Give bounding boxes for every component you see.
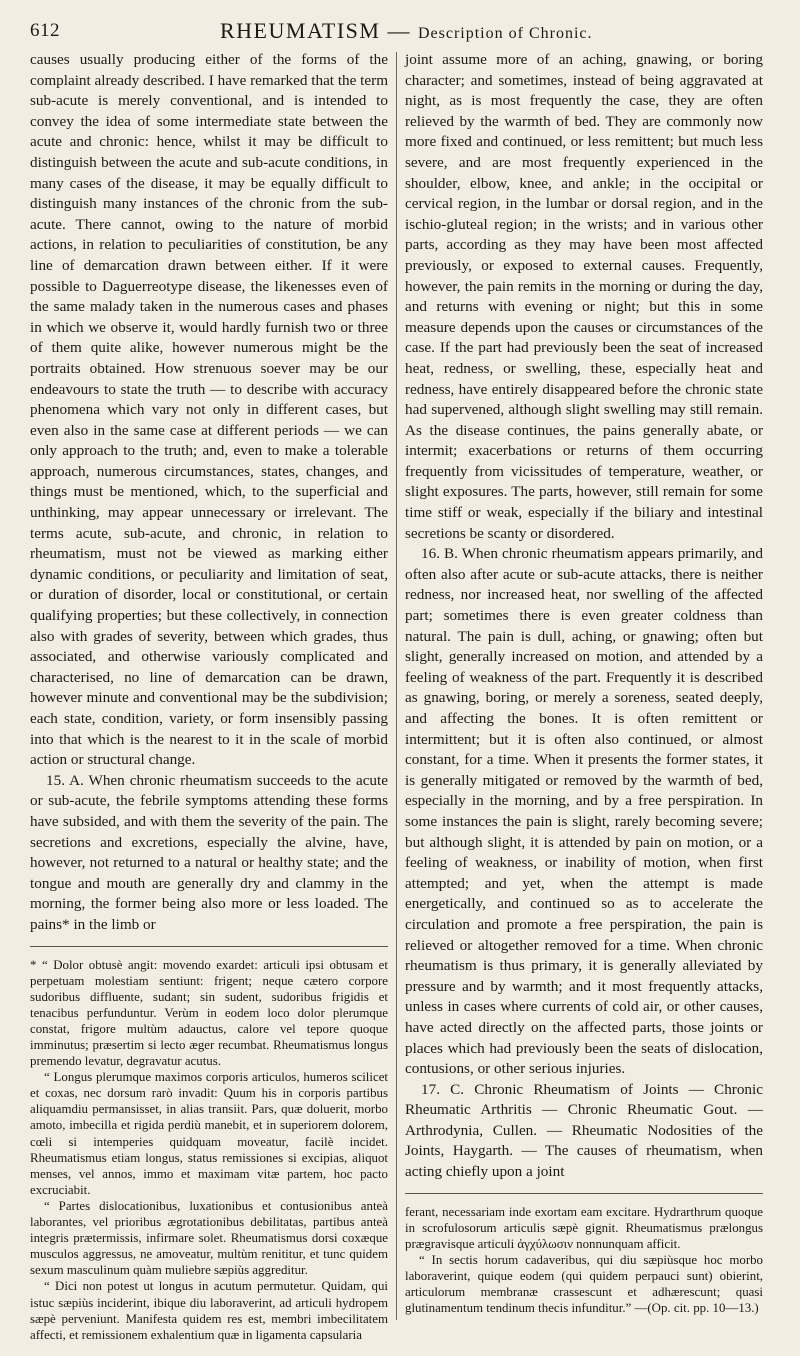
footnote-para-1: * “ Dolor obtusè angit: movendo exardet: articuli ipsi obtusam et perpetuam molestiam sentiunt: frigent; neque cætero corpore sudoribus diffluente, sudant; sin sudent, sudoribus frigidis et tenacibus perfunduntur. Verùm in eodem loco dolor plerumque constat, frigore multùm adauctus, calore vel tepore quoque imminutus; præsertim si lecto æger recumbat. Rheumatismus longus premendo levatur, degravatur acutus. xyxy=(30,957,388,1069)
column-divider xyxy=(396,52,397,1320)
footnote-continued-1: ferant, necessariam inde exortam eam excitare. Hydrarthrum quoque in scrofulosorum articulis sæpè gignit. Rheumatismus prælongus prægravisque articuli ἀγχύλωσιν nonnunquam afficit. xyxy=(405,1204,763,1251)
right-paragraph-3: 17. C. Chronic Rheumatism of Joints — Chronic Rheumatic Arthritis — Chronic Rheumatic Gout. — Arthrodynia, Cullen. — Rheumatic Nodosities of the Joints, Haygarth. — The causes of rheumatism, when acting chiefly upon a joint xyxy=(405,1080,763,1181)
running-title xyxy=(220,18,593,44)
page-number: 612 xyxy=(30,20,60,41)
left-paragraph-2: 15. A. When chronic rheumatism succeeds to the acute or sub-acute, the febrile symptoms attending these forms have subsided, and with them the severity of the pain. The secretions and excretions, especially the alvine, have, however, not returned to a natural or healthy state; and the tongue and mouth are generally dry and clammy in the morning, the former being also more or less loaded. The pains* in the limb or xyxy=(30,771,388,933)
right-paragraph-1: joint assume more of an aching, gnawing, or boring character; and sometimes, instead of being aggravated at night, as is most frequently the case, they are often relieved by the warmth of bed. They are commonly now more fixed and continued, or less remittent; but much less severe, and are most frequently experienced in the shoulder, elbow, knee, and ankle; in the occipital or cervical region, in the lumbar or dorsal region, and in the ischio-gluteal region; in the wrists; and in various other parts, according as they may have been most affected previously, or exposed to external causes. Frequently, however, the pain remits in the morning or during the day, and returns with evening or night; but this in some measure depends upon the causes or circumstances of the case. If the part had previously been the seat of increased heat, redness, or swelling, these, especially heat and redness, have entirely disappeared before the chronic state had supervened, although slight swelling may still remain. As the disease continues, the pains generally abate, or intermit; exacerbations or returns of them occurring frequently from vicissitudes of temperature, weather, or slight exposures. The parts, however, still remain for some time stiff or weak, especially if the biliary and intestinal secretions be scanty or disordered. xyxy=(405,51,763,542)
left-column xyxy=(30,50,388,1343)
running-title-sub: Description of Chronic. xyxy=(417,25,593,42)
footnote-continued-2: “ In sectis horum cadaveribus, qui diu sæpiùsque hoc morbo laboraverint, quique eodem (qui quidem perpauci sunt) obierint, articulorum membranæ crassescunt et adhærescunt; quasi glutinamentum tendinum thecis infunditur.” —(Op. cit. pp. 10—13.) xyxy=(405,1252,763,1316)
footnote-rule-right xyxy=(405,1193,763,1194)
footnote-para-3: “ Partes dislocationibus, luxationibus et contusionibus anteà laborantes, vel prioribus ægrotationibus debilitatas, partibus anteà integris prætermissis, infirmare solet. Rheumatismus dorsi coxæque musculos aggressus, ne amoveatur, multùm renititur, et tunc quidem sexum masculinum quàm muliebre sæpiùs aggreditur. xyxy=(30,1198,388,1278)
right-footnotes xyxy=(405,1204,763,1317)
right-column xyxy=(405,50,763,1316)
text-columns xyxy=(30,50,772,1342)
running-header xyxy=(30,18,770,44)
running-title-main: RHEUMATISM — xyxy=(220,18,418,43)
left-footnotes xyxy=(30,957,388,1343)
footnote-rule xyxy=(30,946,388,947)
footnote-para-4: “ Dici non potest ut longus in acutum permutetur. Quidam, qui istuc sæpiùs inciderint, ibique diu laboraverint, ad articuli hydropem sæpè perveniunt. Manifesta quidem res est, membri imbecilitatem affecti, et remissionem exhalentium quæ in ligamenta capsularia xyxy=(30,1279,388,1342)
left-paragraph-1: causes usually producing either of the forms of the complaint already described. I have remarked that the term sub-acute is merely conventional, and is intended to convey the idea of some intermediate state between the acute and chronic: hence, whilst it may be difficult to distinguish between the acute and sub-acute conditions, in many cases of the disease, it may be equally difficult to distinguish many instances of the chronic from the sub-acute. There cannot, owing to the nature of morbid actions, in relation to peculiarities of constitution, be any line of demarcation drawn between either. If it were possible to Daguerreotype disease, the likenesses even of the same malady taken in the numerous cases and phases in which we observe it, would hardly furnish two or three of them quite alike, however numerous might be the portraits obtained. How strenuous soever may be our endeavours to state the truth — to describe with accuracy phenomena which vary not only in different cases, but even also in the same case at different periods — we can only approach to the truth; and, even to make a tolerable approach, numerous circumstances, states, changes, and things must be mentioned, which, to the superficial and unthinking, may appear unnecessary or irrelevant. The terms acute, sub-acute, and chronic, in relation to rheumatism, must not be viewed as marking either dynamic conditions, or peculiarity and limitation of seat, or duration of disorder, local or constitutional, or certain qualifying properties; but these collectively, in connection also with grades of severity, between which grades, thus associated, and otherwise variously complicated and characterised, no line of demarcation can be drawn, however minute and conventional may be the subdivision; each state, condition, variety, or form insensibly passing into that which is the nearest to it in the scale of morbid action or structural change. xyxy=(30,51,389,769)
footnote-para-2: “ Longus plerumque maximos corporis articulos, humeros scilicet et coxas, nec dorsum rarò invadit: Quum his in corporis partibus aliquamdiu permansisset, in alias transiit. Pars, quæ doluerit, morbo amoto, imbecilla et rigida perdiù manebit, et in superiorem dolorem, cœli si intemperies quidquam moveatur, facilè incidet. Rheumatismus etiam longus, status remissiones si excipias, aliquot menses, vel annos, immo et maximam vitæ partem, hoc pacto excruciabit. xyxy=(30,1070,388,1197)
right-paragraph-2: 16. B. When chronic rheumatism appears primarily, and often also after acute or sub-acute attacks, there is neither redness, nor increased heat, nor swelling of the affected part; sometimes there is even greater coldness than natural. The pain is dull, aching, or gnawing; often but slight, generally increased on motion, and attended by a feeling of weakness of the part. Frequently it is described as gnawing, boring, or merely a soreness, seated deeply, and affecting the bones. It is often remittent or intermittent; but it is often also continued, or almost constant, for a time. When it presents the former states, it is generally mitigated or removed by the warmth of bed, especially in the morning, and by a free perspiration. In some instances the pain is slight, rarely becoming severe; but although slight, it is attended by pain on motion, or a feeling of weakness, or inability of motion, when first attempted; and yet, when the attempt is made energetically, and continued so as to accelerate the circulation and promote a free perspiration, the pain is relieved or altogether removed for a time. When chronic rheumatism is thus primary, it is generally alleviated by pressure and by warmth; and it most frequently attacks, unless in cases where currents of cold air, or other causes, have acted directly on the affected parts, those joints or places which had previously been the seats of dislocation, contusions, or other serious injuries. xyxy=(405,545,763,1078)
